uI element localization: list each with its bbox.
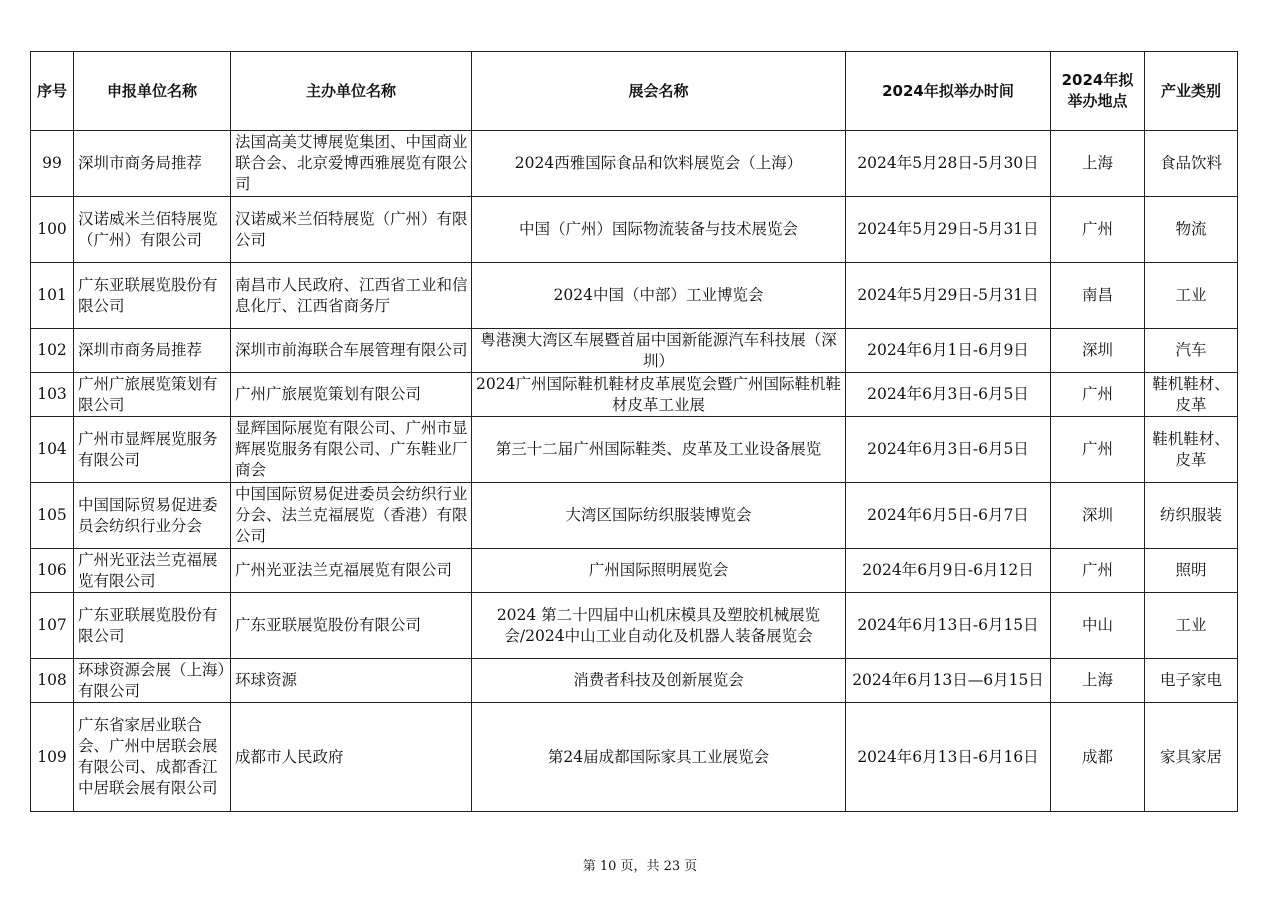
header-exhibition: 展会名称 bbox=[472, 52, 846, 131]
row-industry: 工业 bbox=[1145, 593, 1238, 659]
table-row bbox=[31, 263, 1238, 329]
row-applicant: 环球资源会展（上海）有限公司 bbox=[74, 659, 231, 703]
row-organizer: 环球资源 bbox=[231, 659, 472, 703]
table-row bbox=[31, 197, 1238, 263]
row-industry: 汽车 bbox=[1145, 329, 1238, 373]
row-exhibition: 2024广州国际鞋机鞋材皮革展览会暨广州国际鞋机鞋材皮革工业展 bbox=[472, 373, 846, 417]
row-organizer: 汉诺威米兰佰特展览（广州）有限公司 bbox=[231, 197, 472, 263]
row-industry: 食品饮料 bbox=[1145, 131, 1238, 197]
row-no: 107 bbox=[31, 593, 74, 659]
table-row bbox=[31, 373, 1238, 417]
row-place: 成都 bbox=[1051, 703, 1145, 812]
row-date: 2024年5月29日-5月31日 bbox=[846, 263, 1051, 329]
row-organizer: 广州广旅展览策划有限公司 bbox=[231, 373, 472, 417]
row-place: 广州 bbox=[1051, 417, 1145, 483]
row-applicant: 广东亚联展览股份有限公司 bbox=[74, 263, 231, 329]
row-date: 2024年6月13日-6月15日 bbox=[846, 593, 1051, 659]
row-date: 2024年6月3日-6月5日 bbox=[846, 373, 1051, 417]
row-date: 2024年6月13日-6月16日 bbox=[846, 703, 1051, 812]
row-exhibition: 大湾区国际纺织服装博览会 bbox=[472, 483, 846, 549]
header-industry: 产业类别 bbox=[1145, 52, 1238, 131]
exhibition-table bbox=[30, 51, 1238, 812]
row-applicant: 广州市显辉展览服务有限公司 bbox=[74, 417, 231, 483]
row-organizer: 成都市人民政府 bbox=[231, 703, 472, 812]
row-place: 上海 bbox=[1051, 659, 1145, 703]
row-place: 上海 bbox=[1051, 131, 1145, 197]
row-exhibition: 粤港澳大湾区车展暨首届中国新能源汽车科技展（深圳） bbox=[472, 329, 846, 373]
row-industry: 鞋机鞋材、皮革 bbox=[1145, 373, 1238, 417]
row-no: 101 bbox=[31, 263, 74, 329]
row-applicant: 深圳市商务局推荐 bbox=[74, 329, 231, 373]
row-applicant: 广州光亚法兰克福展览有限公司 bbox=[74, 549, 231, 593]
row-exhibition: 消费者科技及创新展览会 bbox=[472, 659, 846, 703]
row-no: 109 bbox=[31, 703, 74, 812]
row-place: 深圳 bbox=[1051, 483, 1145, 549]
header-place: 2024年拟举办地点 bbox=[1051, 52, 1145, 131]
row-date: 2024年6月3日-6月5日 bbox=[846, 417, 1051, 483]
table-row bbox=[31, 329, 1238, 373]
row-organizer: 广州光亚法兰克福展览有限公司 bbox=[231, 549, 472, 593]
row-applicant: 广东亚联展览股份有限公司 bbox=[74, 593, 231, 659]
row-organizer: 南昌市人民政府、江西省工业和信息化厅、江西省商务厅 bbox=[231, 263, 472, 329]
table-row bbox=[31, 703, 1238, 812]
row-industry: 物流 bbox=[1145, 197, 1238, 263]
row-industry: 鞋机鞋材、皮革 bbox=[1145, 417, 1238, 483]
row-no: 105 bbox=[31, 483, 74, 549]
row-place: 广州 bbox=[1051, 549, 1145, 593]
row-applicant: 中国国际贸易促进委员会纺织行业分会 bbox=[74, 483, 231, 549]
row-date: 2024年5月29日-5月31日 bbox=[846, 197, 1051, 263]
row-exhibition: 2024中国（中部）工业博览会 bbox=[472, 263, 846, 329]
row-place: 南昌 bbox=[1051, 263, 1145, 329]
table-row bbox=[31, 483, 1238, 549]
row-applicant: 汉诺威米兰佰特展览（广州）有限公司 bbox=[74, 197, 231, 263]
row-applicant: 广东省家居业联合会、广州中居联会展有限公司、成都香江中居联会展有限公司 bbox=[74, 703, 231, 812]
row-industry: 照明 bbox=[1145, 549, 1238, 593]
table-row bbox=[31, 659, 1238, 703]
row-exhibition: 第24届成都国际家具工业展览会 bbox=[472, 703, 846, 812]
table-row bbox=[31, 549, 1238, 593]
row-applicant: 广州广旅展览策划有限公司 bbox=[74, 373, 231, 417]
row-exhibition: 第三十二届广州国际鞋类、皮革及工业设备展览 bbox=[472, 417, 846, 483]
row-no: 102 bbox=[31, 329, 74, 373]
row-date: 2024年6月9日-6月12日 bbox=[846, 549, 1051, 593]
row-no: 103 bbox=[31, 373, 74, 417]
row-organizer: 广东亚联展览股份有限公司 bbox=[231, 593, 472, 659]
row-exhibition: 中国（广州）国际物流装备与技术展览会 bbox=[472, 197, 846, 263]
row-place: 广州 bbox=[1051, 373, 1145, 417]
row-exhibition: 2024 第二十四届中山机床模具及塑胶机械展览会/2024中山工业自动化及机器人装备展览会 bbox=[472, 593, 846, 659]
row-organizer: 中国国际贸易促进委员会纺织行业分会、法兰克福展览（香港）有限公司 bbox=[231, 483, 472, 549]
row-organizer: 显辉国际展览有限公司、广州市显辉展览服务有限公司、广东鞋业厂商会 bbox=[231, 417, 472, 483]
header-date: 2024年拟举办时间 bbox=[846, 52, 1051, 131]
row-organizer: 法国高美艾博展览集团、中国商业联合会、北京爱博西雅展览有限公司 bbox=[231, 131, 472, 197]
row-place: 深圳 bbox=[1051, 329, 1145, 373]
table-header-row bbox=[31, 52, 1238, 131]
row-industry: 家具家居 bbox=[1145, 703, 1238, 812]
table-row bbox=[31, 593, 1238, 659]
row-date: 2024年6月5日-6月7日 bbox=[846, 483, 1051, 549]
header-no: 序号 bbox=[31, 52, 74, 131]
header-applicant: 申报单位名称 bbox=[74, 52, 231, 131]
row-industry: 工业 bbox=[1145, 263, 1238, 329]
table-row bbox=[31, 131, 1238, 197]
row-industry: 电子家电 bbox=[1145, 659, 1238, 703]
page-footer: 第 10 页，共 23 页 bbox=[582, 859, 698, 874]
row-date: 2024年6月13日—6月15日 bbox=[846, 659, 1051, 703]
row-no: 100 bbox=[31, 197, 74, 263]
row-place: 广州 bbox=[1051, 197, 1145, 263]
row-place: 中山 bbox=[1051, 593, 1145, 659]
row-date: 2024年5月28日-5月30日 bbox=[846, 131, 1051, 197]
row-exhibition: 2024西雅国际食品和饮料展览会（上海） bbox=[472, 131, 846, 197]
header-organizer: 主办单位名称 bbox=[231, 52, 472, 131]
row-no: 99 bbox=[31, 131, 74, 197]
row-organizer: 深圳市前海联合车展管理有限公司 bbox=[231, 329, 472, 373]
row-date: 2024年6月1日-6月9日 bbox=[846, 329, 1051, 373]
row-no: 104 bbox=[31, 417, 74, 483]
row-industry: 纺织服装 bbox=[1145, 483, 1238, 549]
row-no: 106 bbox=[31, 549, 74, 593]
row-no: 108 bbox=[31, 659, 74, 703]
row-exhibition: 广州国际照明展览会 bbox=[472, 549, 846, 593]
table-row bbox=[31, 417, 1238, 483]
row-applicant: 深圳市商务局推荐 bbox=[74, 131, 231, 197]
